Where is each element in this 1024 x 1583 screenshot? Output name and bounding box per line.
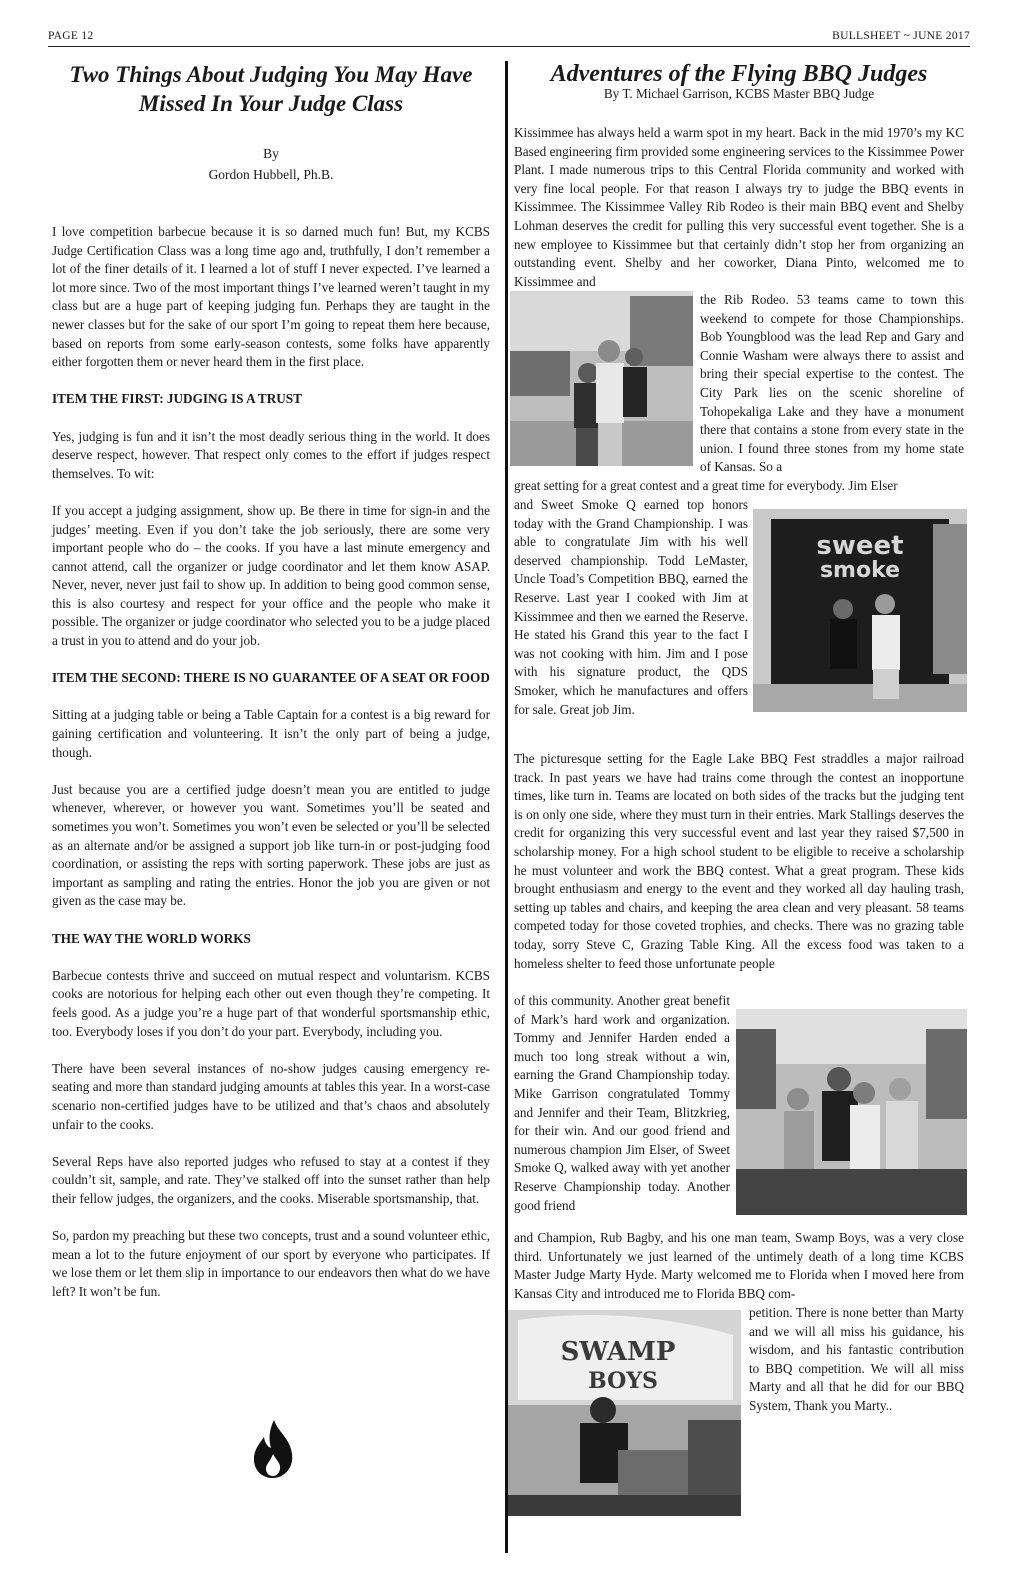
flame-icon xyxy=(250,1418,296,1480)
left-paragraph-1: I love competition barbecue because it is so darned much fun! But, my KCBS Judge Certification Class was a long time ago and, truthfully, I don’t remember a lot of the finer details of it. I learned a lot of stuff I never expected. I’ve learned a lot more since. Two of the most important things I’ve learned weren’t taught in my class but are a huge part of keeping judging fun. Perhaps they are taught in the newer classes but for the sake of our sport I’m going to repeat them here because, based on reports from some early-season contests, some folks have apparently either forgotten them or never heard them in the first place. xyxy=(52,224,490,370)
right-article-head xyxy=(514,60,964,101)
section-heading-trust: ITEM THE FIRST: JUDGING IS A TRUST xyxy=(52,391,302,407)
right-article-byline: By T. Michael Garrison, KCBS Master BBQ Judge xyxy=(603,86,875,101)
right-paragraph-1-wrap: the Rib Rodeo. 53 teams came to town this weekend to compete for those Championships. Bob Youngblood was the lead Rep and Gary and Connie Washam were always there to assist and bring their special expertise to the contest. The City Park lies on the scenic shoreline of Tohopekaliga Lake and they have a monument there that contains a stone from every state in the union. I found three stones from my home state of Kansas. So a xyxy=(700,292,964,475)
section-heading-guarantee: ITEM THE SECOND: THERE IS NO GUARANTEE OF A SEAT OR FOOD xyxy=(52,670,490,686)
author-name: Gordon Hubbell, Ph.B. xyxy=(208,167,334,182)
page-number: PAGE 12 xyxy=(48,30,94,42)
left-paragraph-6: Barbecue contests thrive and succeed on mutual respect and voluntarism. KCBS cooks are notorious for helping each other out even though they’re competing. It feels good. As a judge you’re a huge part of that wonderful sportsmanship ethic, too. Everybody loses if you don’t do your part. Everybody, including you. xyxy=(52,967,490,1039)
right-paragraph-1: Kissimmee has always held a warm spot in my heart. Back in the mid 1970’s my KC Based engineering firm provided some engineering services to the Kissimmee Power Plant. I made numerous trips to this Central Florida community and worked with very fine local people. For that reason I always try to judge the BBQ events in Kissimmee. The Kissimmee Valley Rib Rodeo is their main BBQ event and Shelby Lohman deserves the credit for pulling this very successful event together. She is a new employee to Kissimmee but that certainly didn’t stop her from organizing an outstanding event. Shelby and her coworker, Diana Pinto, welcomed me to Kissimmee and xyxy=(514,125,964,289)
left-paragraph-4: Sitting at a judging table or being a Table Captain for a contest is a big reward for gaining certification and volunteering. It isn’t the only part of being a judge, though. xyxy=(52,707,490,760)
by-label: By xyxy=(263,146,279,161)
right-paragraph-1-tail: great setting for a great contest and a great time for everybody. Jim Elser xyxy=(514,478,898,493)
right-paragraph-2: and Sweet Smoke Q earned top honors today with the Grand Championship. I was able to congratulate Jim with his well deserved championship. Todd LeMaster, Uncle Toad’s Competition BBQ, earned the Reserve. Last year I cooked with Jim at Kissimmee and then we earned the Reserve. He stated his Grand this year to the fact I was not cooking with him. Jim and I pose with his signature product, the QDS Smoker, which he manufactures and offers for sale. Great job Jim. xyxy=(514,497,748,717)
photo-swamp-boys xyxy=(508,1310,741,1516)
left-paragraph-5: Just because you are a certified judge doesn’t mean you are entitled to judge whenever, wherever, or however you want. Sometimes you’ll be seated and sometimes you won’t. Sometimes you won’t even be selected or you’ll be selected as an alternate and/or be assigned a support job like turn-in or post-judging food coordination, or assisting the reps with sorting paperwork. These jobs are just as important as sampling and rating the entries. Honor the job you are given or not given as the case may be. xyxy=(52,781,490,909)
left-paragraph-3: If you accept a judging assignment, show up. Be there in time for sign-in and the judges’ meeting. Even if you don’t take the job seriously, there are some very important people who do – the cooks. If you have a last minute emergency and cannot attend, call the organizer or judge coordinator and let them know ASAP. Never, never, never just fail to show up. In addition to being good common sense, this is also courtesy and respect for your office and the people who make it possible. The organizer or judge coordinator who selected you to be a judge placed a trust in you to attend and do your job. xyxy=(52,502,490,649)
left-paragraph-8: Several Reps have also reported judges who refused to stay at a contest if they couldn’t sit, sample, and rate. They’ve stalked off into the sunset rather than help their fellow judges, the organizers, and the cooks. Miserable sportsmanship, that. xyxy=(52,1153,490,1206)
left-paragraph-7: There have been several instances of no-show judges causing emergency re-seating and more than standard judging amounts at tables this year. In a worst-case scenario non-certified judges have to be utilized and that’s chaos and absolutely unfair to the cooks. xyxy=(52,1060,490,1132)
svg-text:smoke: smoke xyxy=(819,558,901,583)
right-paragraph-3-wrap: of this community. Another great benefit of Mark’s hard work and organization. Tommy and Jennifer Harden ended a much too long streak without a win, earning the Grand Championship today. Mike Garrison congratulated Tommy and Jennifer and their Team, Blitzkrieg, for their win. And our good friend and numerous champion Jim Elser, of Sweet Smoke Q, walked away with yet another Reserve Championship today. Another good friend xyxy=(514,993,730,1213)
photo-judges-group xyxy=(510,291,693,466)
left-title-line-1: Two Things About Judging You May Have xyxy=(69,62,473,87)
left-article xyxy=(52,60,490,1320)
left-article-byline xyxy=(52,143,490,185)
photo-sweet-smoke-trailer xyxy=(753,509,967,712)
section-heading-world-works: THE WAY THE WORLD WORKS xyxy=(52,930,251,946)
left-paragraph-9: So, pardon my preaching but these two concepts, trust and a sound volunteer ethic, mean a lot to the future enjoyment of our sport by everyone who participates. If we lose them or let them slip in importance to our endeavors then what do we have left? It won’t be fun. xyxy=(52,1228,490,1299)
right-article-title: Adventures of the Flying BBQ Judges xyxy=(550,61,928,87)
right-paragraph-3: The picturesque setting for the Eagle Lake BBQ Fest straddles a major railroad track. In past years we have had trains come through the contest an inopportune times, like turn in. Teams are located on both sides of the tracks but the judging tent is on only one side, where they must turn in their entries. Mark Stallings deserves the credit for organizing this very successful event and last year they raised $7,500 in scholarship money. For a high school student to be eligible to receive a scholarship he must volunteer and work the BBQ contest. What a great program. These kids brought enthusiasm and energy to the event and they worked all day hauling trash, setting up tables and chairs, and keeping the area clean and very pleasant. 58 teams competed today for those coveted trophies, and checks. There was no grazing table today, sorry Steve C, Grazing Table King. All the excess food was taken to a homeless shelter to feed those unfortunate people xyxy=(514,751,964,971)
left-paragraph-2: Yes, judging is fun and it isn’t the most deadly serious thing in the world. It does deserve respect, however. That respect only comes to the effort if judges respect themselves. To wit: xyxy=(52,428,490,481)
left-title-line-2: Missed In Your Judge Class xyxy=(138,91,404,116)
right-paragraph-3-after: and Champion, Rub Bagby, and his one man team, Swamp Boys, was a very close third. Unfortunately we just learned of the untimely death of a long time KCBS Master Judge Marty Hyde. Marty welcomed me to Florida when I moved here from Kansas City and introduced me to Florida BBQ com- xyxy=(514,1230,964,1301)
left-article-title xyxy=(52,60,490,118)
svg-text:BOYS: BOYS xyxy=(588,1368,658,1394)
photo-blitzkrieg-team xyxy=(736,1009,967,1215)
issue-label: BULLSHEET ~ JUNE 2017 xyxy=(832,30,970,42)
right-paragraph-final: petition. There is none better than Marty and we will all miss his guidance, his wisdom, and his fantastic contribution to BBQ competition. We will all miss Marty and all that he did for our BBQ System, Thank you Marty.. xyxy=(749,1305,964,1413)
trailer-sign-text: sweet xyxy=(816,531,904,561)
swamp-sign-text: SWAMP xyxy=(560,1337,676,1367)
page-header xyxy=(48,30,970,47)
